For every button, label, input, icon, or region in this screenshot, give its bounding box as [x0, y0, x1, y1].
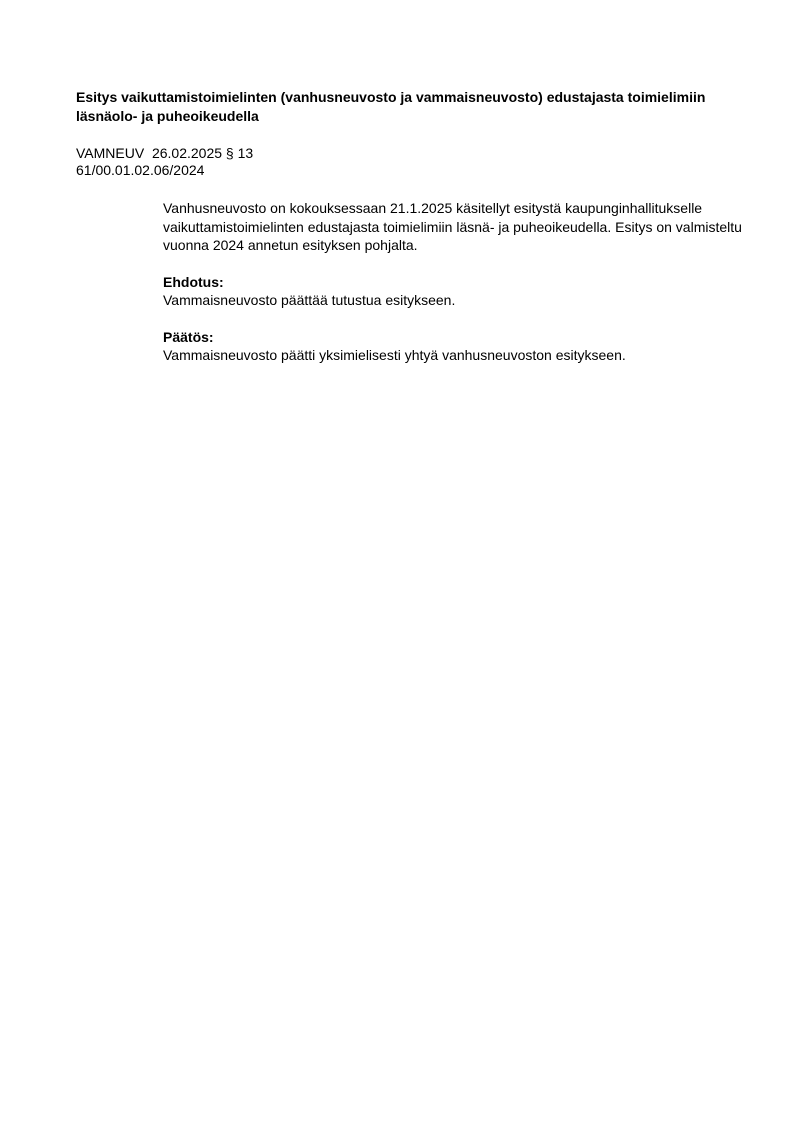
- document-meta: [76, 145, 253, 179]
- decision-heading: Päätös:: [163, 328, 214, 345]
- decision-section: [163, 328, 743, 365]
- proposal-heading: Ehdotus:: [163, 273, 224, 290]
- case-number: 61/00.01.02.06/2024: [76, 162, 205, 178]
- document-title: Esitys vaikuttamistoimielinten (vanhusneuvosto ja vammaisneuvosto) edustajasta toimielimiin läsnäolo- ja puheoikeudella: [76, 89, 706, 124]
- proposal-text: Vammaisneuvosto päättää tutustua esitykseen.: [163, 292, 456, 308]
- proposal-section: [163, 273, 743, 310]
- decision-text: Vammaisneuvosto päätti yksimielisesti yhtyä vanhusneuvoston esitykseen.: [163, 347, 626, 363]
- meeting-reference: VAMNEUV 26.02.2025 § 13: [76, 145, 254, 161]
- document-body: [163, 199, 743, 365]
- intro-paragraph: Vanhusneuvosto on kokouksessaan 21.1.2025 käsitellyt esitystä kaupunginhallitukselle vaikuttamistoimielinten edustajasta toimielimiin läsnä- ja puheoikeudella. Esitys on valmisteltu vuonna 2024 annetun esityksen pohjalta.: [163, 200, 742, 253]
